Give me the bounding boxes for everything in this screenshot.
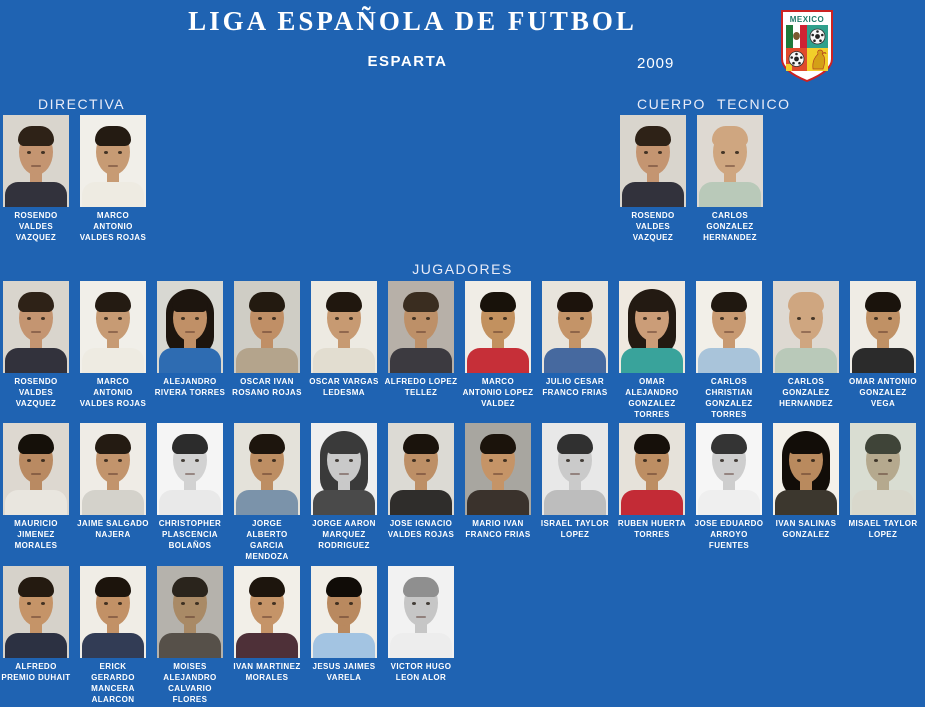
avatar-eye-right: [811, 459, 815, 462]
person-name: ISRAEL TAYLOR LOPEZ: [540, 519, 610, 539]
avatar-eye-right: [41, 317, 45, 320]
avatar-shoulders: [236, 633, 298, 658]
avatar-mouth: [185, 616, 195, 618]
person-card: [850, 423, 916, 562]
person-photo: [850, 281, 916, 373]
avatar-eye-left: [721, 151, 725, 154]
avatar-hair: [249, 292, 285, 312]
avatar-shoulders: [390, 348, 452, 373]
person-photo: [3, 281, 69, 373]
avatar-eye-left: [27, 151, 31, 154]
person-name: OMAR ANTONIO GONZALEZ VEGA: [849, 377, 917, 408]
avatar-shoulders: [236, 348, 298, 373]
avatar-shoulders: [698, 490, 760, 515]
season-year: 2009: [637, 55, 675, 72]
avatar-eye-right: [426, 602, 430, 605]
avatar-hair: [634, 292, 670, 312]
jugadores-row-3: [3, 566, 454, 705]
avatar-shoulders: [390, 490, 452, 515]
person-name: MOISES ALEJANDRO CALVARIO FLORES: [163, 662, 217, 704]
person-card: [3, 423, 69, 562]
avatar-eye-right: [41, 151, 45, 154]
person-card: [80, 281, 146, 420]
person-photo: [157, 566, 223, 658]
person-photo: [773, 281, 839, 373]
avatar-eye-left: [643, 317, 647, 320]
avatar-eye-right: [272, 602, 276, 605]
avatar-shoulders: [852, 348, 914, 373]
avatar-eye-left: [412, 459, 416, 462]
avatar-eye-left: [797, 459, 801, 462]
avatar-hair: [711, 292, 747, 312]
person-card: [77, 423, 149, 562]
avatar-hair: [18, 577, 54, 597]
avatar-mouth: [493, 473, 503, 475]
person-photo: [80, 566, 146, 658]
person-photo: [620, 115, 686, 207]
person-card: [3, 115, 69, 243]
person-card: [311, 566, 377, 705]
person-name: OSCAR IVAN ROSANO ROJAS: [232, 377, 302, 397]
avatar-eye-right: [503, 459, 507, 462]
avatar-hair: [18, 434, 54, 454]
person-name: IVAN MARTINEZ MORALES: [233, 662, 301, 682]
person-photo: [311, 281, 377, 373]
person-name: JOSE EDUARDO ARROYO FUENTES: [694, 519, 764, 550]
avatar-eye-right: [195, 317, 199, 320]
person-photo: [696, 423, 762, 515]
team-name: ESPARTA: [367, 53, 448, 70]
avatar-shoulders: [467, 490, 529, 515]
avatar-eye-left: [104, 602, 108, 605]
avatar-mouth: [185, 331, 195, 333]
avatar-shoulders: [621, 348, 683, 373]
avatar-mouth: [416, 331, 426, 333]
avatar-hair: [403, 577, 439, 597]
person-photo: [773, 423, 839, 515]
person-name: JAIME SALGADO NAJERA: [77, 519, 149, 539]
avatar-hair: [480, 434, 516, 454]
person-card: [850, 281, 916, 420]
person-name: JESUS JAIMES VARELA: [312, 662, 376, 682]
avatar-hair: [634, 434, 670, 454]
avatar-shoulders: [5, 490, 67, 515]
avatar-eye-left: [797, 317, 801, 320]
avatar-eye-right: [503, 317, 507, 320]
avatar-eye-left: [258, 317, 262, 320]
person-card: [542, 281, 608, 420]
person-card: [465, 423, 531, 562]
avatar-eye-right: [118, 151, 122, 154]
avatar-mouth: [262, 616, 272, 618]
avatar-shoulders: [5, 348, 67, 373]
avatar-eye-left: [104, 151, 108, 154]
avatar-mouth: [31, 473, 41, 475]
avatar-eye-left: [104, 317, 108, 320]
person-name: CHRISTOPHER PLASCENCIA BOLAÑOS: [158, 519, 222, 550]
person-card: [619, 423, 685, 562]
person-photo: [234, 281, 300, 373]
directiva-members: [3, 115, 146, 243]
avatar-eye-right: [734, 317, 738, 320]
avatar-hair: [712, 126, 748, 146]
person-card: [696, 281, 762, 420]
person-card: [384, 281, 458, 420]
person-name: ALFREDO PREMIO DUHAIT: [1, 662, 71, 682]
avatar-mouth: [801, 331, 811, 333]
avatar-eye-right: [118, 317, 122, 320]
avatar-mouth: [724, 331, 734, 333]
person-name: CARLOS GONZALEZ HERNANDEZ: [703, 211, 757, 242]
avatar-hair: [172, 434, 208, 454]
person-name: RUBEN HUERTA TORRES: [617, 519, 687, 539]
avatar-shoulders: [775, 490, 837, 515]
avatar-eye-right: [195, 459, 199, 462]
avatar-eye-right: [426, 459, 430, 462]
avatar-eye-right: [580, 317, 584, 320]
section-label-directiva: DIRECTIVA: [38, 96, 126, 112]
avatar-eye-left: [104, 459, 108, 462]
avatar-eye-right: [734, 459, 738, 462]
club-crest-logo: [779, 9, 835, 83]
avatar-hair: [403, 434, 439, 454]
person-photo: [619, 281, 685, 373]
avatar-mouth: [878, 473, 888, 475]
avatar-eye-left: [566, 459, 570, 462]
person-name: CARLOS GONZALEZ HERNANDEZ: [779, 377, 833, 408]
avatar-eye-right: [349, 317, 353, 320]
avatar-shoulders: [236, 490, 298, 515]
avatar-hair: [95, 126, 131, 146]
person-card: [388, 566, 454, 705]
person-card: [234, 281, 300, 420]
avatar-eye-right: [658, 151, 662, 154]
avatar-eye-left: [27, 602, 31, 605]
avatar-hair: [788, 434, 824, 454]
avatar-mouth: [108, 616, 118, 618]
avatar-eye-right: [888, 317, 892, 320]
avatar-mouth: [108, 165, 118, 167]
avatar-shoulders: [159, 490, 221, 515]
person-card: [542, 423, 608, 562]
person-name: IVAN SALINAS GONZALEZ: [775, 519, 837, 539]
person-card: [619, 281, 685, 420]
avatar-eye-right: [735, 151, 739, 154]
avatar-shoulders: [82, 182, 144, 207]
avatar-shoulders: [5, 182, 67, 207]
avatar-mouth: [416, 616, 426, 618]
person-photo: [388, 281, 454, 373]
avatar-mouth: [570, 473, 580, 475]
avatar-eye-right: [118, 602, 122, 605]
avatar-hair: [172, 577, 208, 597]
avatar-eye-left: [27, 317, 31, 320]
person-photo: [234, 423, 300, 515]
avatar-mouth: [339, 331, 349, 333]
avatar-mouth: [801, 473, 811, 475]
avatar-shoulders: [313, 348, 375, 373]
avatar-hair: [865, 434, 901, 454]
avatar-mouth: [262, 331, 272, 333]
avatar-eye-right: [888, 459, 892, 462]
person-name: ALFREDO LOPEZ TELLEZ: [384, 377, 458, 397]
person-name: VICTOR HUGO LEON ALOR: [390, 662, 452, 682]
eagle-icon: [793, 32, 800, 40]
section-label-cuerpo-tecnico: CUERPO TECNICO: [637, 96, 791, 112]
person-card: [311, 423, 377, 562]
avatar-eye-left: [720, 459, 724, 462]
person-photo: [80, 115, 146, 207]
person-photo: [157, 281, 223, 373]
avatar-shoulders: [5, 633, 67, 658]
jugadores-row-2: [3, 423, 916, 562]
avatar-eye-right: [811, 317, 815, 320]
person-name: OMAR ALEJANDRO GONZALEZ TORRES: [625, 377, 679, 419]
person-photo: [542, 281, 608, 373]
avatar-mouth: [724, 473, 734, 475]
avatar-shoulders: [698, 348, 760, 373]
person-card: [234, 423, 300, 562]
person-name: MISAEL TAYLOR LOPEZ: [848, 519, 918, 539]
avatar-eye-right: [118, 459, 122, 462]
avatar-mouth: [570, 331, 580, 333]
person-card: [697, 115, 763, 243]
avatar-mouth: [878, 331, 888, 333]
avatar-shoulders: [699, 182, 761, 207]
person-card: [157, 423, 223, 562]
avatar-mouth: [725, 165, 735, 167]
avatar-hair: [635, 126, 671, 146]
person-photo: [311, 423, 377, 515]
jugadores-row-1: [3, 281, 916, 420]
person-name: JULIO CESAR FRANCO FRIAS: [542, 377, 608, 397]
avatar-shoulders: [82, 348, 144, 373]
avatar-shoulders: [390, 633, 452, 658]
person-name: JORGE AARON MARQUEZ RODRIGUEZ: [312, 519, 376, 550]
person-name: MARCO ANTONIO VALDES ROJAS: [79, 377, 147, 408]
person-card: [773, 423, 839, 562]
avatar-shoulders: [159, 633, 221, 658]
person-photo: [234, 566, 300, 658]
avatar-eye-right: [580, 459, 584, 462]
person-name: MAURICIO JIMENEZ MORALES: [14, 519, 58, 550]
avatar-eye-left: [258, 602, 262, 605]
person-name: MARCO ANTONIO LOPEZ VALDEZ: [462, 377, 534, 408]
avatar-mouth: [31, 331, 41, 333]
person-name: MARIO IVAN FRANCO FRIAS: [465, 519, 531, 539]
avatar-hair: [865, 292, 901, 312]
person-card: [311, 281, 377, 420]
avatar-eye-right: [41, 459, 45, 462]
person-card: [773, 281, 839, 420]
avatar-hair: [788, 292, 824, 312]
avatar-hair: [18, 126, 54, 146]
avatar-shoulders: [313, 490, 375, 515]
avatar-eye-left: [412, 602, 416, 605]
person-photo: [850, 423, 916, 515]
avatar-hair: [249, 434, 285, 454]
crest-country-label: MEXICO: [789, 15, 825, 24]
person-card: [234, 566, 300, 705]
person-name: CARLOS CHRISTIAN GONZALEZ TORRES: [705, 377, 753, 419]
cuerpo-tecnico-members: [620, 115, 763, 243]
person-name: OSCAR VARGAS LEDESMA: [309, 377, 379, 397]
avatar-eye-right: [195, 602, 199, 605]
page-title: LIGA ESPAÑOLA DE FUTBOL: [188, 6, 637, 36]
avatar-eye-right: [657, 317, 661, 320]
avatar-hair: [711, 434, 747, 454]
avatar-mouth: [262, 473, 272, 475]
avatar-eye-left: [643, 459, 647, 462]
person-photo: [542, 423, 608, 515]
person-photo: [697, 115, 763, 207]
crest-quadrant-teal: [807, 25, 828, 48]
avatar-shoulders: [544, 490, 606, 515]
avatar-eye-left: [720, 317, 724, 320]
avatar-hair: [18, 292, 54, 312]
avatar-hair: [95, 292, 131, 312]
crest-quadrant-red: [786, 48, 807, 71]
avatar-eye-left: [566, 317, 570, 320]
avatar-eye-left: [644, 151, 648, 154]
avatar-hair: [480, 292, 516, 312]
person-photo: [696, 281, 762, 373]
avatar-mouth: [185, 473, 195, 475]
avatar-eye-right: [272, 459, 276, 462]
avatar-hair: [95, 577, 131, 597]
avatar-shoulders: [467, 348, 529, 373]
avatar-mouth: [108, 331, 118, 333]
person-name: ROSENDO VALDES VAZQUEZ: [14, 211, 58, 242]
person-photo: [465, 423, 531, 515]
avatar-hair: [403, 292, 439, 312]
avatar-hair: [326, 434, 362, 454]
person-card: [3, 281, 69, 420]
avatar-mouth: [31, 616, 41, 618]
avatar-eye-left: [335, 317, 339, 320]
person-card: [80, 115, 146, 243]
avatar-shoulders: [544, 348, 606, 373]
person-photo: [3, 423, 69, 515]
person-photo: [465, 281, 531, 373]
avatar-hair: [95, 434, 131, 454]
avatar-shoulders: [775, 348, 837, 373]
person-card: [462, 281, 534, 420]
person-name: ROSENDO VALDES VAZQUEZ: [631, 211, 675, 242]
avatar-shoulders: [82, 490, 144, 515]
crest-quadrant-flag: [786, 25, 807, 48]
person-name: JOSE IGNACIO VALDES ROJAS: [387, 519, 455, 539]
avatar-mouth: [647, 473, 657, 475]
person-photo: [3, 566, 69, 658]
avatar-mouth: [31, 165, 41, 167]
person-card: [154, 281, 226, 420]
person-card: [80, 566, 146, 705]
avatar-mouth: [647, 331, 657, 333]
avatar-shoulders: [82, 633, 144, 658]
section-label-jugadores: JUGADORES: [412, 261, 513, 277]
avatar-eye-right: [41, 602, 45, 605]
person-photo: [80, 281, 146, 373]
person-photo: [388, 423, 454, 515]
avatar-mouth: [493, 331, 503, 333]
avatar-mouth: [339, 473, 349, 475]
avatar-eye-right: [426, 317, 430, 320]
avatar-hair: [557, 434, 593, 454]
avatar-hair: [326, 577, 362, 597]
avatar-shoulders: [621, 490, 683, 515]
avatar-eye-left: [412, 317, 416, 320]
avatar-eye-left: [335, 459, 339, 462]
avatar-eye-left: [874, 317, 878, 320]
person-photo: [3, 115, 69, 207]
person-photo: [311, 566, 377, 658]
avatar-hair: [557, 292, 593, 312]
avatar-mouth: [108, 473, 118, 475]
avatar-mouth: [416, 473, 426, 475]
avatar-eye-left: [181, 459, 185, 462]
avatar-eye-left: [489, 317, 493, 320]
person-card: [388, 423, 454, 562]
avatar-eye-right: [349, 602, 353, 605]
person-name: MARCO ANTONIO VALDES ROJAS: [79, 211, 147, 242]
avatar-mouth: [339, 616, 349, 618]
person-name: ERICK GERARDO MANCERA ALARCON: [91, 662, 135, 704]
person-photo: [80, 423, 146, 515]
person-card: [620, 115, 686, 243]
person-card: [696, 423, 762, 562]
person-photo: [157, 423, 223, 515]
avatar-shoulders: [313, 633, 375, 658]
avatar-eye-right: [272, 317, 276, 320]
person-photo: [619, 423, 685, 515]
person-photo: [388, 566, 454, 658]
avatar-eye-right: [349, 459, 353, 462]
person-card: [3, 566, 69, 705]
avatar-hair: [172, 292, 208, 312]
avatar-eye-left: [335, 602, 339, 605]
avatar-eye-right: [657, 459, 661, 462]
person-name: ROSENDO VALDES VAZQUEZ: [14, 377, 58, 408]
crest-quadrant-lion: [807, 48, 828, 71]
person-card: [157, 566, 223, 705]
avatar-eye-left: [27, 459, 31, 462]
person-name: JORGE ALBERTO GARCIA MENDOZA: [245, 519, 289, 561]
avatar-shoulders: [852, 490, 914, 515]
avatar-hair: [326, 292, 362, 312]
avatar-eye-left: [181, 602, 185, 605]
avatar-eye-left: [258, 459, 262, 462]
avatar-shoulders: [622, 182, 684, 207]
avatar-eye-left: [181, 317, 185, 320]
avatar-mouth: [648, 165, 658, 167]
person-name: ALEJANDRO RIVERA TORRES: [154, 377, 226, 397]
avatar-eye-left: [874, 459, 878, 462]
avatar-shoulders: [159, 348, 221, 373]
avatar-eye-left: [489, 459, 493, 462]
avatar-hair: [249, 577, 285, 597]
